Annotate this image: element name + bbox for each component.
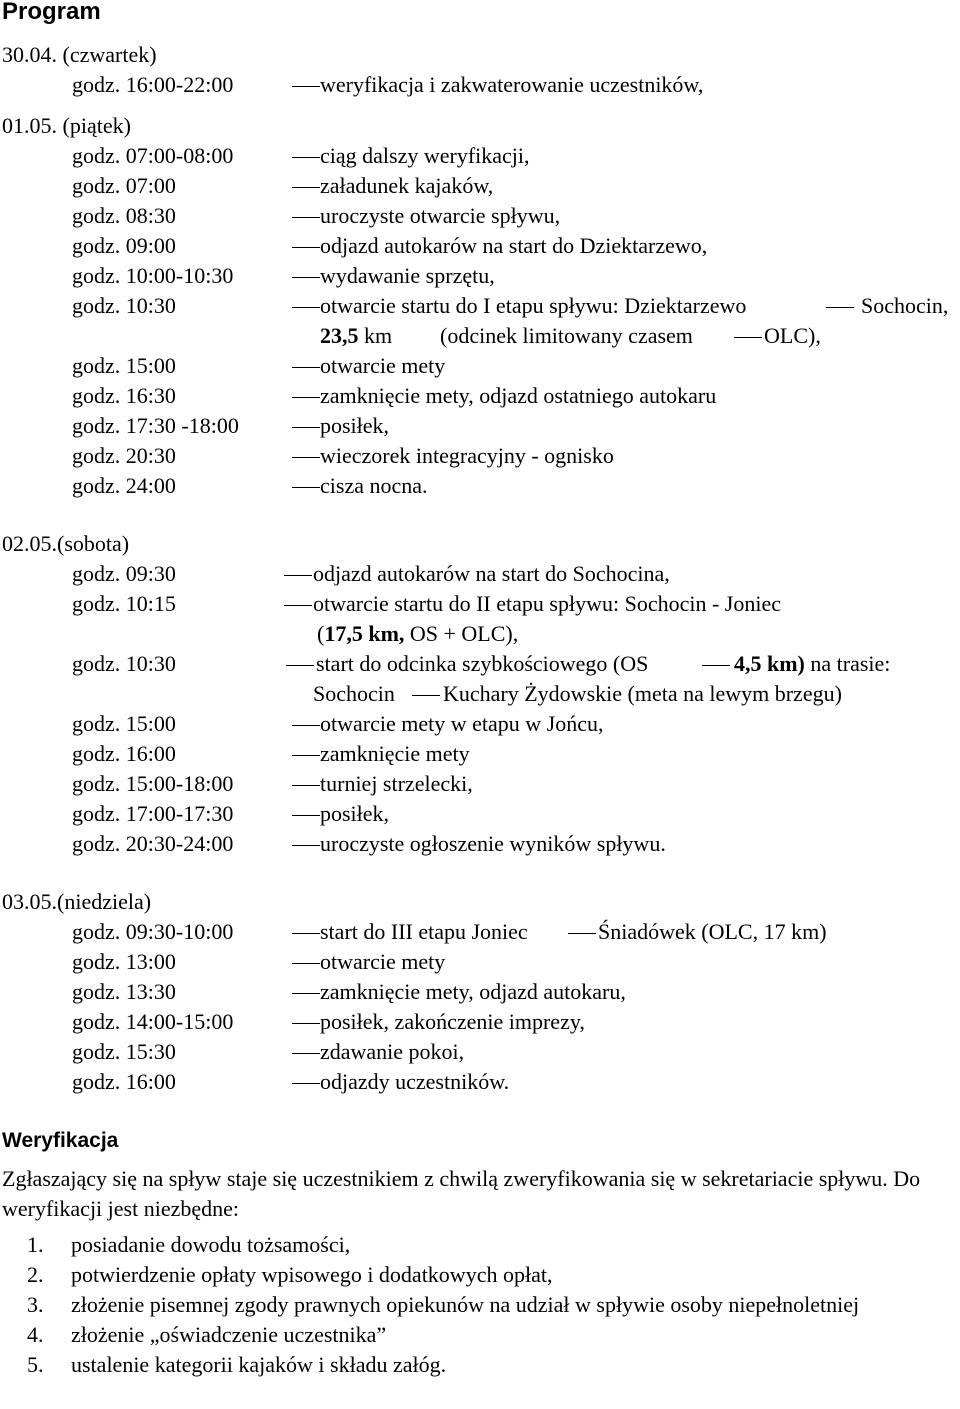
- schedule-row: [0, 1067, 960, 1097]
- schedule-text-cont: [320, 321, 392, 351]
- schedule-time: godz. 17:30 -18:00: [72, 413, 239, 438]
- list-text: złożenie „oświadczenie uczestnika”: [71, 1322, 387, 1347]
- schedule-text: odjazdy uczestników.: [320, 1069, 510, 1094]
- schedule-row: [0, 917, 960, 947]
- schedule-text: posiłek, zakończenie imprezy,: [320, 1009, 585, 1034]
- schedule-time: godz. 10:00-10:30: [72, 263, 234, 288]
- schedule-text: start do odcinka szybkościowego (OS: [316, 651, 649, 676]
- schedule-row-continuation: [0, 321, 960, 351]
- schedule-time: godz. 10:15: [72, 591, 176, 616]
- stage-type: OS + OLC),: [409, 621, 519, 646]
- schedule-time: godz. 09:30-10:00: [72, 919, 234, 944]
- dash-separator: [292, 457, 320, 458]
- verification-paragraph: Zgłaszający się na spływ staje się uczestnikiem z chwilą zweryfikowania się w sekretariacie spływu. Do weryfikacji jest niezbędne:: [2, 1166, 921, 1221]
- dash-separator: [292, 86, 320, 87]
- schedule-text: posiłek,: [320, 801, 390, 826]
- distance-unit: km: [364, 323, 393, 348]
- dash-separator: [284, 605, 312, 606]
- schedule-row: [0, 471, 960, 501]
- dash-separator: [292, 755, 320, 756]
- day-label: 02.05.(sobota): [2, 531, 130, 556]
- list-text: posiadanie dowodu tożsamości,: [71, 1232, 351, 1257]
- dash-separator: [292, 1083, 320, 1084]
- schedule-time: godz. 15:00: [72, 711, 176, 736]
- schedule-row: [0, 70, 960, 100]
- list-number: 1.: [27, 1232, 44, 1257]
- schedule-text: otwarcie startu do I etapu spływu: Dziektarzewo: [320, 293, 747, 318]
- dash-separator: [292, 277, 320, 278]
- schedule-row: [0, 799, 960, 829]
- schedule-text: wieczorek integracyjny - ognisko: [320, 443, 614, 468]
- dash-separator: [292, 427, 320, 428]
- schedule-text: weryfikacja i zakwaterowanie uczestników,: [320, 72, 704, 97]
- schedule-text: uroczyste otwarcie spływu,: [320, 203, 561, 228]
- schedule-time: godz. 09:00: [72, 233, 176, 258]
- schedule-row: [0, 141, 960, 171]
- distance-value: 17,5 km,: [324, 621, 405, 646]
- schedule-row-continuation: [0, 619, 960, 649]
- schedule-row: [0, 947, 960, 977]
- dash-separator: [292, 725, 320, 726]
- requirements-list: [0, 1230, 871, 1380]
- schedule-row: [0, 739, 960, 769]
- day-section: [0, 529, 960, 859]
- schedule-time: godz. 10:30: [72, 651, 176, 676]
- schedule-row: [0, 171, 960, 201]
- dash-separator: [292, 785, 320, 786]
- dash-separator: [292, 217, 320, 218]
- schedule-text-cont: Sochocin,: [861, 293, 949, 318]
- schedule-text: start do III etapu Joniec: [320, 919, 528, 944]
- list-item: [0, 1230, 871, 1260]
- schedule-time: godz. 13:00: [72, 949, 176, 974]
- schedule-text: otwarcie mety: [320, 353, 446, 378]
- dash-separator: [292, 1023, 320, 1024]
- schedule-time: godz. 20:30-24:00: [72, 831, 234, 856]
- day-label: 01.05. (piątek): [2, 113, 131, 138]
- dash-separator: [292, 397, 320, 398]
- dash-separator: [292, 247, 320, 248]
- list-item: [0, 1260, 871, 1290]
- dash-separator: [284, 575, 312, 576]
- list-item: [0, 1290, 871, 1320]
- schedule-text: otwarcie mety w etapu w Jońcu,: [320, 711, 604, 736]
- dash-separator: [826, 307, 854, 308]
- schedule-time: godz. 07:00: [72, 173, 176, 198]
- schedule-text: ciąg dalszy weryfikacji,: [320, 143, 530, 168]
- dash-separator: [292, 845, 320, 846]
- page-title: Program: [2, 0, 101, 25]
- schedule-text: otwarcie mety: [320, 949, 446, 974]
- dash-separator: [568, 933, 596, 934]
- schedule-text-cont: [317, 619, 518, 649]
- schedule-text: posiłek,: [320, 413, 390, 438]
- distance-value: 4,5 km): [734, 651, 805, 676]
- list-number: 2.: [27, 1262, 44, 1287]
- schedule-row: [0, 769, 960, 799]
- dash-separator: [292, 963, 320, 964]
- section-title: Weryfikacja: [2, 1129, 119, 1152]
- dash-separator: [734, 337, 762, 338]
- schedule-time: godz. 08:30: [72, 203, 176, 228]
- dash-separator: [292, 487, 320, 488]
- schedule-text-tail: na trasie:: [810, 651, 891, 676]
- schedule-row: [0, 411, 960, 441]
- schedule-time: godz. 15:00: [72, 353, 176, 378]
- schedule-text: zamknięcie mety, odjazd ostatniego autokaru: [320, 383, 717, 408]
- schedule-time: godz. 07:00-08:00: [72, 143, 234, 168]
- schedule-text: odjazd autokarów na start do Sochocina,: [313, 561, 670, 586]
- schedule-text: otwarcie startu do II etapu spływu: Sochocin - Joniec: [313, 591, 781, 616]
- list-item: [0, 1350, 871, 1380]
- list-number: 3.: [27, 1292, 44, 1317]
- schedule-time: godz. 10:30: [72, 293, 176, 318]
- schedule-text: uroczyste ogłoszenie wyników spływu.: [320, 831, 666, 856]
- distance-value: 23,5: [320, 323, 359, 348]
- schedule-text: zamknięcie mety, odjazd autokaru,: [320, 979, 626, 1004]
- paren-open: (: [317, 621, 325, 646]
- dash-separator: [292, 157, 320, 158]
- schedule-text-cont: OLC),: [764, 323, 821, 348]
- schedule-row: [0, 977, 960, 1007]
- dash-separator: [292, 1053, 320, 1054]
- schedule-time: godz. 16:00-22:00: [72, 72, 234, 97]
- schedule-text: odjazd autokarów na start do Dziektarzewo,: [320, 233, 708, 258]
- schedule-row: [0, 649, 960, 679]
- day-label: 03.05.(niedziela): [2, 889, 152, 914]
- schedule-text: zdawanie pokoi,: [320, 1039, 465, 1064]
- schedule-row: [0, 201, 960, 231]
- schedule-text-cont: (odcinek limitowany czasem: [440, 323, 693, 348]
- schedule-time: godz. 13:30: [72, 979, 176, 1004]
- schedule-row-continuation: [0, 679, 960, 709]
- dash-separator: [292, 993, 320, 994]
- schedule-time: godz. 20:30: [72, 443, 176, 468]
- schedule-row: [0, 1037, 960, 1067]
- list-text: ustalenie kategorii kajaków i składu załóg.: [71, 1352, 447, 1377]
- dash-separator: [292, 367, 320, 368]
- list-text: potwierdzenie opłaty wpisowego i dodatkowych opłat,: [71, 1262, 553, 1287]
- schedule-row: [0, 351, 960, 381]
- dash-separator: [292, 187, 320, 188]
- schedule-text: załadunek kajaków,: [320, 173, 494, 198]
- day-section: [0, 111, 960, 501]
- schedule-row: [0, 441, 960, 471]
- list-text: złożenie pisemnej zgody prawnych opiekunów na udział w spływie osoby niepełnoletniej: [71, 1292, 860, 1317]
- schedule-text: cisza nocna.: [320, 473, 428, 498]
- schedule-time: godz. 14:00-15:00: [72, 1009, 234, 1034]
- schedule-row: [0, 709, 960, 739]
- schedule-time: godz. 17:00-17:30: [72, 801, 234, 826]
- dash-separator: [286, 665, 314, 666]
- schedule-time: godz. 15:00-18:00: [72, 771, 234, 796]
- schedule-row: [0, 829, 960, 859]
- day-section: [0, 887, 960, 1097]
- dash-separator: [292, 815, 320, 816]
- schedule-text: wydawanie sprzętu,: [320, 263, 495, 288]
- dash-separator: [292, 933, 320, 934]
- schedule-text: zamknięcie mety: [320, 741, 470, 766]
- schedule-row: [0, 559, 960, 589]
- dash-separator: [292, 307, 320, 308]
- schedule-row: [0, 1007, 960, 1037]
- dash-separator: [702, 665, 730, 666]
- schedule-text-cont: Śniadówek (OLC, 17 km): [598, 919, 827, 944]
- schedule-row: [0, 381, 960, 411]
- schedule-time: godz. 09:30: [72, 561, 176, 586]
- schedule-time: godz. 16:00: [72, 741, 176, 766]
- list-item: [0, 1320, 871, 1350]
- schedule-time: godz. 16:00: [72, 1069, 176, 1094]
- schedule-row: [0, 589, 960, 619]
- schedule-text-cont: [734, 649, 890, 679]
- schedule-time: godz. 16:30: [72, 383, 176, 408]
- day-label: 30.04. (czwartek): [2, 42, 157, 67]
- day-section: [0, 40, 960, 100]
- schedule-row: [0, 231, 960, 261]
- list-number: 4.: [27, 1322, 44, 1347]
- schedule-time: godz. 15:30: [72, 1039, 176, 1064]
- schedule-text: turniej strzelecki,: [320, 771, 473, 796]
- schedule-row: [0, 291, 960, 321]
- schedule-row: [0, 261, 960, 291]
- list-number: 5.: [27, 1352, 44, 1377]
- schedule-time: godz. 24:00: [72, 473, 176, 498]
- dash-separator: [412, 695, 440, 696]
- schedule-text-cont: Sochocin: [313, 681, 395, 706]
- schedule-text-cont: Kuchary Żydowskie (meta na lewym brzegu): [443, 681, 842, 706]
